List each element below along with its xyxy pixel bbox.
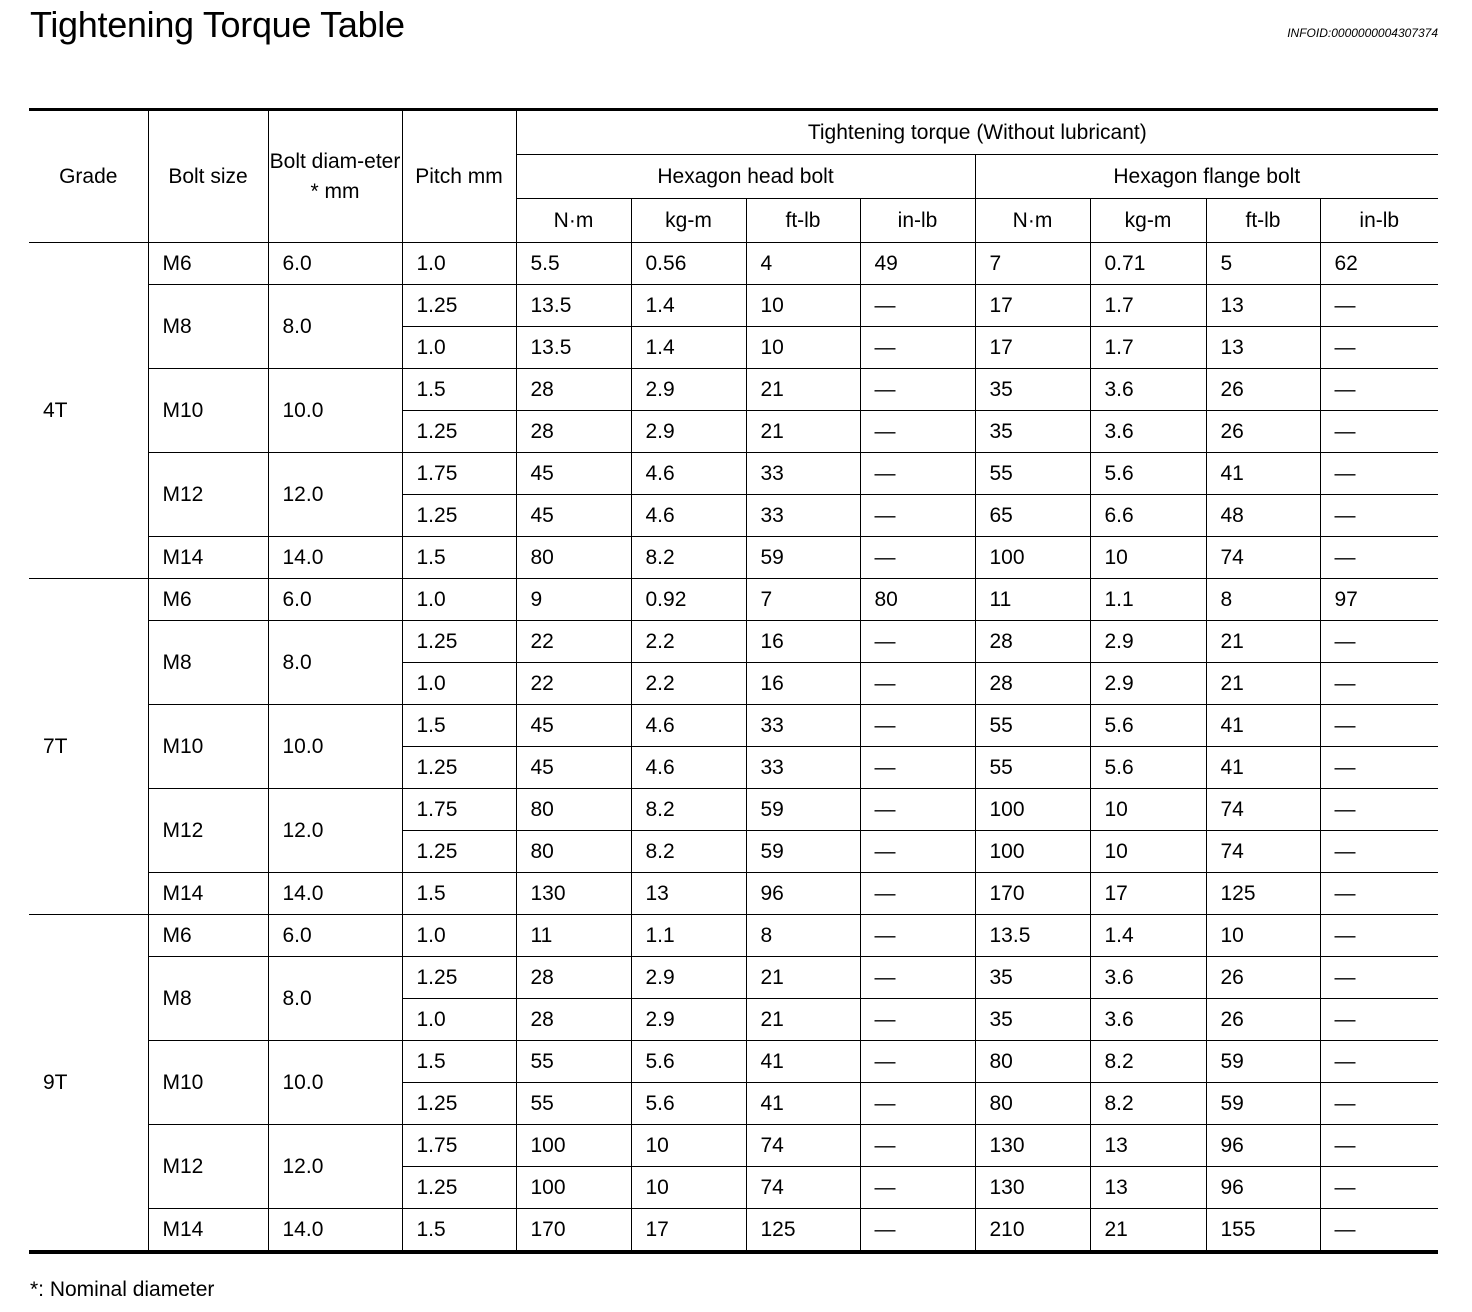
torque-value-cell: 4.6 bbox=[631, 495, 746, 537]
table-row bbox=[29, 1041, 1438, 1083]
torque-value-cell: 55 bbox=[975, 453, 1090, 495]
torque-value-cell: 59 bbox=[746, 537, 860, 579]
pitch-cell: 1.0 bbox=[402, 663, 516, 705]
torque-value-cell: 33 bbox=[746, 453, 860, 495]
torque-value-cell: 10 bbox=[1090, 789, 1206, 831]
torque-value-cell: — bbox=[1320, 747, 1438, 789]
torque-value-cell: 170 bbox=[516, 1209, 631, 1253]
torque-value-cell: 45 bbox=[516, 453, 631, 495]
grade-cell: 9T bbox=[29, 915, 148, 1253]
torque-value-cell: 21 bbox=[746, 999, 860, 1041]
torque-value-cell: 155 bbox=[1206, 1209, 1320, 1253]
torque-value-cell: 1.1 bbox=[631, 915, 746, 957]
torque-value-cell: 13 bbox=[1206, 285, 1320, 327]
pitch-cell: 1.0 bbox=[402, 243, 516, 285]
header-hexagon-head-bolt: Hexagon head bolt bbox=[516, 155, 975, 199]
torque-value-cell: 7 bbox=[975, 243, 1090, 285]
torque-value-cell: 10 bbox=[631, 1167, 746, 1209]
torque-value-cell: 45 bbox=[516, 747, 631, 789]
torque-value-cell: 35 bbox=[975, 999, 1090, 1041]
torque-value-cell: 96 bbox=[1206, 1125, 1320, 1167]
torque-value-cell: 3.6 bbox=[1090, 369, 1206, 411]
torque-value-cell: — bbox=[860, 327, 975, 369]
torque-value-cell: 10 bbox=[1090, 537, 1206, 579]
bolt-diameter-cell: 8.0 bbox=[268, 621, 402, 705]
table-row bbox=[29, 369, 1438, 411]
torque-value-cell: 80 bbox=[860, 579, 975, 621]
pitch-cell: 1.0 bbox=[402, 579, 516, 621]
torque-value-cell: 21 bbox=[1090, 1209, 1206, 1253]
torque-value-cell: 28 bbox=[516, 369, 631, 411]
torque-value-cell: 21 bbox=[746, 411, 860, 453]
torque-value-cell: — bbox=[860, 285, 975, 327]
torque-value-cell: 59 bbox=[746, 831, 860, 873]
torque-value-cell: 3.6 bbox=[1090, 957, 1206, 999]
bolt-diameter-cell: 10.0 bbox=[268, 369, 402, 453]
torque-value-cell: — bbox=[860, 411, 975, 453]
torque-value-cell: 13.5 bbox=[516, 285, 631, 327]
pitch-cell: 1.25 bbox=[402, 411, 516, 453]
torque-value-cell: 33 bbox=[746, 747, 860, 789]
pitch-cell: 1.25 bbox=[402, 621, 516, 663]
torque-value-cell: 130 bbox=[975, 1167, 1090, 1209]
table-row bbox=[29, 243, 1438, 285]
torque-value-cell: 0.71 bbox=[1090, 243, 1206, 285]
torque-value-cell: 8.2 bbox=[1090, 1083, 1206, 1125]
torque-value-cell: 33 bbox=[746, 495, 860, 537]
header-pitch: Pitch mm bbox=[402, 110, 516, 243]
torque-value-cell: — bbox=[1320, 369, 1438, 411]
bolt-diameter-cell: 10.0 bbox=[268, 1041, 402, 1125]
torque-value-cell: 1.7 bbox=[1090, 285, 1206, 327]
torque-value-cell: 1.4 bbox=[631, 327, 746, 369]
torque-value-cell: 80 bbox=[516, 789, 631, 831]
grade-cell: 4T bbox=[29, 243, 148, 579]
torque-value-cell: — bbox=[1320, 999, 1438, 1041]
torque-value-cell: 28 bbox=[516, 999, 631, 1041]
torque-value-cell: 10 bbox=[631, 1125, 746, 1167]
torque-value-cell: 1.1 bbox=[1090, 579, 1206, 621]
torque-value-cell: 5.6 bbox=[1090, 705, 1206, 747]
torque-value-cell: 28 bbox=[975, 621, 1090, 663]
pitch-cell: 1.75 bbox=[402, 453, 516, 495]
torque-value-cell: 35 bbox=[975, 369, 1090, 411]
torque-value-cell: 17 bbox=[631, 1209, 746, 1253]
torque-value-cell: 8.2 bbox=[631, 537, 746, 579]
torque-value-cell: 10 bbox=[1090, 831, 1206, 873]
torque-value-cell: 0.92 bbox=[631, 579, 746, 621]
bolt-size-cell: M8 bbox=[148, 285, 268, 369]
torque-value-cell: 5 bbox=[1206, 243, 1320, 285]
torque-value-cell: — bbox=[1320, 957, 1438, 999]
torque-value-cell: — bbox=[1320, 663, 1438, 705]
bolt-diameter-cell: 6.0 bbox=[268, 243, 402, 285]
torque-value-cell: 59 bbox=[1206, 1083, 1320, 1125]
pitch-cell: 1.5 bbox=[402, 1209, 516, 1253]
pitch-cell: 1.5 bbox=[402, 1041, 516, 1083]
header-unit: in-lb bbox=[860, 199, 975, 243]
bolt-size-cell: M14 bbox=[148, 873, 268, 915]
bolt-size-cell: M8 bbox=[148, 957, 268, 1041]
bolt-diameter-cell: 12.0 bbox=[268, 453, 402, 537]
torque-value-cell: 13.5 bbox=[975, 915, 1090, 957]
torque-value-cell: 41 bbox=[746, 1041, 860, 1083]
torque-value-cell: 35 bbox=[975, 411, 1090, 453]
pitch-cell: 1.25 bbox=[402, 495, 516, 537]
torque-value-cell: 26 bbox=[1206, 411, 1320, 453]
torque-value-cell: — bbox=[860, 1041, 975, 1083]
bolt-size-cell: M12 bbox=[148, 1125, 268, 1209]
bolt-size-cell: M10 bbox=[148, 1041, 268, 1125]
table-row bbox=[29, 915, 1438, 957]
torque-value-cell: — bbox=[1320, 1167, 1438, 1209]
torque-value-cell: 4.6 bbox=[631, 747, 746, 789]
torque-value-cell: 5.6 bbox=[1090, 747, 1206, 789]
footnote: *: Nominal diameter bbox=[30, 1278, 215, 1301]
torque-value-cell: 62 bbox=[1320, 243, 1438, 285]
torque-value-cell: 65 bbox=[975, 495, 1090, 537]
bolt-diameter-cell: 14.0 bbox=[268, 873, 402, 915]
torque-value-cell: 80 bbox=[516, 537, 631, 579]
torque-value-cell: 80 bbox=[975, 1041, 1090, 1083]
header-unit: ft-lb bbox=[1206, 199, 1320, 243]
torque-value-cell: — bbox=[1320, 327, 1438, 369]
torque-value-cell: 26 bbox=[1206, 369, 1320, 411]
torque-value-cell: 16 bbox=[746, 621, 860, 663]
torque-value-cell: — bbox=[1320, 789, 1438, 831]
torque-value-cell: 74 bbox=[746, 1125, 860, 1167]
pitch-cell: 1.5 bbox=[402, 873, 516, 915]
torque-value-cell: 130 bbox=[516, 873, 631, 915]
torque-value-cell: 3.6 bbox=[1090, 411, 1206, 453]
torque-value-cell: 2.9 bbox=[631, 999, 746, 1041]
torque-value-cell: — bbox=[1320, 873, 1438, 915]
torque-value-cell: 49 bbox=[860, 243, 975, 285]
torque-value-cell: 21 bbox=[746, 369, 860, 411]
torque-value-cell: 55 bbox=[975, 705, 1090, 747]
pitch-cell: 1.5 bbox=[402, 537, 516, 579]
torque-value-cell: 170 bbox=[975, 873, 1090, 915]
page-title: Tightening Torque Table bbox=[30, 4, 405, 45]
torque-value-cell: 2.2 bbox=[631, 663, 746, 705]
header-unit: N·m bbox=[975, 199, 1090, 243]
torque-value-cell: — bbox=[860, 1167, 975, 1209]
bolt-size-cell: M12 bbox=[148, 453, 268, 537]
pitch-cell: 1.0 bbox=[402, 915, 516, 957]
torque-table bbox=[29, 108, 1438, 1254]
torque-value-cell: 55 bbox=[516, 1041, 631, 1083]
pitch-cell: 1.5 bbox=[402, 369, 516, 411]
torque-value-cell: 13 bbox=[631, 873, 746, 915]
torque-value-cell: 8.2 bbox=[631, 831, 746, 873]
bolt-diameter-cell: 8.0 bbox=[268, 285, 402, 369]
bolt-diameter-cell: 12.0 bbox=[268, 789, 402, 873]
bolt-diameter-cell: 6.0 bbox=[268, 579, 402, 621]
bolt-diameter-cell: 14.0 bbox=[268, 537, 402, 579]
table-row bbox=[29, 1209, 1438, 1253]
torque-value-cell: 100 bbox=[516, 1125, 631, 1167]
torque-value-cell: 59 bbox=[1206, 1041, 1320, 1083]
torque-value-cell: — bbox=[1320, 831, 1438, 873]
torque-value-cell: 10 bbox=[746, 327, 860, 369]
torque-value-cell: 1.4 bbox=[1090, 915, 1206, 957]
grade-cell: 7T bbox=[29, 579, 148, 915]
header-unit: kg-m bbox=[631, 199, 746, 243]
table-row bbox=[29, 705, 1438, 747]
bolt-diameter-cell: 12.0 bbox=[268, 1125, 402, 1209]
pitch-cell: 1.0 bbox=[402, 999, 516, 1041]
bolt-size-cell: M8 bbox=[148, 621, 268, 705]
torque-value-cell: 1.7 bbox=[1090, 327, 1206, 369]
header-bolt-size: Bolt size bbox=[148, 110, 268, 243]
torque-value-cell: 100 bbox=[975, 831, 1090, 873]
torque-value-cell: 2.2 bbox=[631, 621, 746, 663]
torque-value-cell: 11 bbox=[975, 579, 1090, 621]
table-row bbox=[29, 453, 1438, 495]
torque-value-cell: — bbox=[860, 1083, 975, 1125]
info-id: INFOID:0000000004307374 bbox=[1287, 26, 1438, 40]
torque-value-cell: 130 bbox=[975, 1125, 1090, 1167]
torque-value-cell: 80 bbox=[516, 831, 631, 873]
torque-value-cell: 41 bbox=[746, 1083, 860, 1125]
torque-value-cell: — bbox=[1320, 1083, 1438, 1125]
header-unit: ft-lb bbox=[746, 199, 860, 243]
torque-value-cell: 21 bbox=[746, 957, 860, 999]
bolt-diameter-cell: 6.0 bbox=[268, 915, 402, 957]
table-row bbox=[29, 789, 1438, 831]
torque-value-cell: 59 bbox=[746, 789, 860, 831]
torque-value-cell: 13 bbox=[1206, 327, 1320, 369]
torque-value-cell: 13 bbox=[1090, 1167, 1206, 1209]
bolt-diameter-cell: 14.0 bbox=[268, 1209, 402, 1253]
table-row bbox=[29, 537, 1438, 579]
torque-value-cell: 21 bbox=[1206, 663, 1320, 705]
torque-value-cell: 55 bbox=[975, 747, 1090, 789]
pitch-cell: 1.25 bbox=[402, 1083, 516, 1125]
torque-value-cell: 100 bbox=[516, 1167, 631, 1209]
table-row bbox=[29, 621, 1438, 663]
torque-value-cell: 2.9 bbox=[1090, 663, 1206, 705]
table-row bbox=[29, 285, 1438, 327]
torque-value-cell: 97 bbox=[1320, 579, 1438, 621]
header-unit: kg-m bbox=[1090, 199, 1206, 243]
torque-value-cell: — bbox=[1320, 453, 1438, 495]
torque-value-cell: 2.9 bbox=[631, 411, 746, 453]
torque-value-cell: 4.6 bbox=[631, 705, 746, 747]
torque-value-cell: 22 bbox=[516, 621, 631, 663]
torque-value-cell: — bbox=[860, 831, 975, 873]
torque-value-cell: 11 bbox=[516, 915, 631, 957]
bolt-size-cell: M14 bbox=[148, 1209, 268, 1253]
torque-value-cell: — bbox=[860, 999, 975, 1041]
torque-value-cell: — bbox=[860, 1209, 975, 1253]
torque-value-cell: — bbox=[860, 495, 975, 537]
table-row bbox=[29, 1125, 1438, 1167]
torque-value-cell: 26 bbox=[1206, 957, 1320, 999]
torque-value-cell: 2.9 bbox=[1090, 621, 1206, 663]
pitch-cell: 1.25 bbox=[402, 285, 516, 327]
header-unit: in-lb bbox=[1320, 199, 1438, 243]
torque-value-cell: 5.5 bbox=[516, 243, 631, 285]
torque-value-cell: 41 bbox=[1206, 705, 1320, 747]
torque-value-cell: 5.6 bbox=[631, 1041, 746, 1083]
torque-value-cell: — bbox=[860, 957, 975, 999]
torque-value-cell: 9 bbox=[516, 579, 631, 621]
torque-value-cell: 17 bbox=[975, 327, 1090, 369]
torque-value-cell: 45 bbox=[516, 495, 631, 537]
bolt-size-cell: M10 bbox=[148, 705, 268, 789]
torque-value-cell: — bbox=[860, 789, 975, 831]
bolt-size-cell: M10 bbox=[148, 369, 268, 453]
torque-value-cell: — bbox=[1320, 537, 1438, 579]
torque-value-cell: — bbox=[1320, 1041, 1438, 1083]
torque-value-cell: 1.4 bbox=[631, 285, 746, 327]
header-bolt-diameter: Bolt diam-eter * mm bbox=[268, 110, 402, 243]
header-hexagon-flange-bolt: Hexagon flange bolt bbox=[975, 155, 1438, 199]
torque-value-cell: 6.6 bbox=[1090, 495, 1206, 537]
pitch-cell: 1.75 bbox=[402, 1125, 516, 1167]
torque-value-cell: 74 bbox=[1206, 537, 1320, 579]
torque-value-cell: 100 bbox=[975, 789, 1090, 831]
torque-value-cell: — bbox=[860, 453, 975, 495]
torque-value-cell: 17 bbox=[1090, 873, 1206, 915]
torque-value-cell: 8 bbox=[1206, 579, 1320, 621]
bolt-size-cell: M6 bbox=[148, 915, 268, 957]
pitch-cell: 1.25 bbox=[402, 831, 516, 873]
torque-value-cell: 35 bbox=[975, 957, 1090, 999]
torque-value-cell: 10 bbox=[1206, 915, 1320, 957]
torque-value-cell: 28 bbox=[975, 663, 1090, 705]
torque-value-cell: 74 bbox=[746, 1167, 860, 1209]
torque-value-cell: 125 bbox=[746, 1209, 860, 1253]
torque-value-cell: 41 bbox=[1206, 747, 1320, 789]
torque-value-cell: 48 bbox=[1206, 495, 1320, 537]
torque-value-cell: — bbox=[1320, 705, 1438, 747]
torque-value-cell: 2.9 bbox=[631, 957, 746, 999]
torque-value-cell: 100 bbox=[975, 537, 1090, 579]
pitch-cell: 1.5 bbox=[402, 705, 516, 747]
torque-value-cell: — bbox=[1320, 411, 1438, 453]
torque-value-cell: 28 bbox=[516, 957, 631, 999]
torque-value-cell: — bbox=[1320, 915, 1438, 957]
torque-value-cell: 22 bbox=[516, 663, 631, 705]
torque-value-cell: 7 bbox=[746, 579, 860, 621]
torque-value-cell: 45 bbox=[516, 705, 631, 747]
torque-value-cell: 80 bbox=[975, 1083, 1090, 1125]
torque-value-cell: 13.5 bbox=[516, 327, 631, 369]
torque-value-cell: — bbox=[1320, 1125, 1438, 1167]
torque-value-cell: 33 bbox=[746, 705, 860, 747]
torque-value-cell: — bbox=[860, 747, 975, 789]
torque-value-cell: 55 bbox=[516, 1083, 631, 1125]
torque-value-cell: 28 bbox=[516, 411, 631, 453]
torque-value-cell: 10 bbox=[746, 285, 860, 327]
torque-value-cell: 96 bbox=[1206, 1167, 1320, 1209]
torque-value-cell: 16 bbox=[746, 663, 860, 705]
torque-value-cell: — bbox=[860, 621, 975, 663]
pitch-cell: 1.0 bbox=[402, 327, 516, 369]
table-row bbox=[29, 579, 1438, 621]
torque-value-cell: 125 bbox=[1206, 873, 1320, 915]
torque-value-cell: — bbox=[860, 1125, 975, 1167]
torque-value-cell: 41 bbox=[1206, 453, 1320, 495]
torque-value-cell: 21 bbox=[1206, 621, 1320, 663]
torque-value-cell: — bbox=[1320, 285, 1438, 327]
table-row bbox=[29, 957, 1438, 999]
torque-value-cell: 2.9 bbox=[631, 369, 746, 411]
torque-value-cell: 13 bbox=[1090, 1125, 1206, 1167]
pitch-cell: 1.25 bbox=[402, 957, 516, 999]
bolt-diameter-cell: 10.0 bbox=[268, 705, 402, 789]
bolt-diameter-cell: 8.0 bbox=[268, 957, 402, 1041]
torque-value-cell: 0.56 bbox=[631, 243, 746, 285]
header-tightening-torque: Tightening torque (Without lubricant) bbox=[516, 110, 1438, 155]
torque-value-cell: — bbox=[1320, 1209, 1438, 1253]
torque-value-cell: 8.2 bbox=[631, 789, 746, 831]
header-unit: N·m bbox=[516, 199, 631, 243]
torque-value-cell: — bbox=[860, 369, 975, 411]
torque-value-cell: 17 bbox=[975, 285, 1090, 327]
torque-value-cell: — bbox=[1320, 495, 1438, 537]
torque-value-cell: 210 bbox=[975, 1209, 1090, 1253]
torque-value-cell: — bbox=[860, 915, 975, 957]
torque-value-cell: — bbox=[860, 705, 975, 747]
pitch-cell: 1.75 bbox=[402, 789, 516, 831]
torque-value-cell: 96 bbox=[746, 873, 860, 915]
torque-value-cell: — bbox=[860, 873, 975, 915]
torque-value-cell: 5.6 bbox=[1090, 453, 1206, 495]
torque-value-cell: — bbox=[860, 537, 975, 579]
bolt-size-cell: M6 bbox=[148, 579, 268, 621]
torque-value-cell: 4.6 bbox=[631, 453, 746, 495]
header-grade: Grade bbox=[29, 110, 148, 243]
torque-value-cell: 74 bbox=[1206, 789, 1320, 831]
torque-value-cell: 74 bbox=[1206, 831, 1320, 873]
bolt-size-cell: M12 bbox=[148, 789, 268, 873]
torque-value-cell: 5.6 bbox=[631, 1083, 746, 1125]
torque-value-cell: 26 bbox=[1206, 999, 1320, 1041]
torque-value-cell: 8 bbox=[746, 915, 860, 957]
pitch-cell: 1.25 bbox=[402, 1167, 516, 1209]
bolt-size-cell: M14 bbox=[148, 537, 268, 579]
table-row bbox=[29, 873, 1438, 915]
torque-value-cell: 4 bbox=[746, 243, 860, 285]
pitch-cell: 1.25 bbox=[402, 747, 516, 789]
torque-value-cell: 3.6 bbox=[1090, 999, 1206, 1041]
torque-value-cell: — bbox=[1320, 621, 1438, 663]
torque-value-cell: — bbox=[860, 663, 975, 705]
torque-value-cell: 8.2 bbox=[1090, 1041, 1206, 1083]
table-body bbox=[29, 243, 1438, 1253]
bolt-size-cell: M6 bbox=[148, 243, 268, 285]
